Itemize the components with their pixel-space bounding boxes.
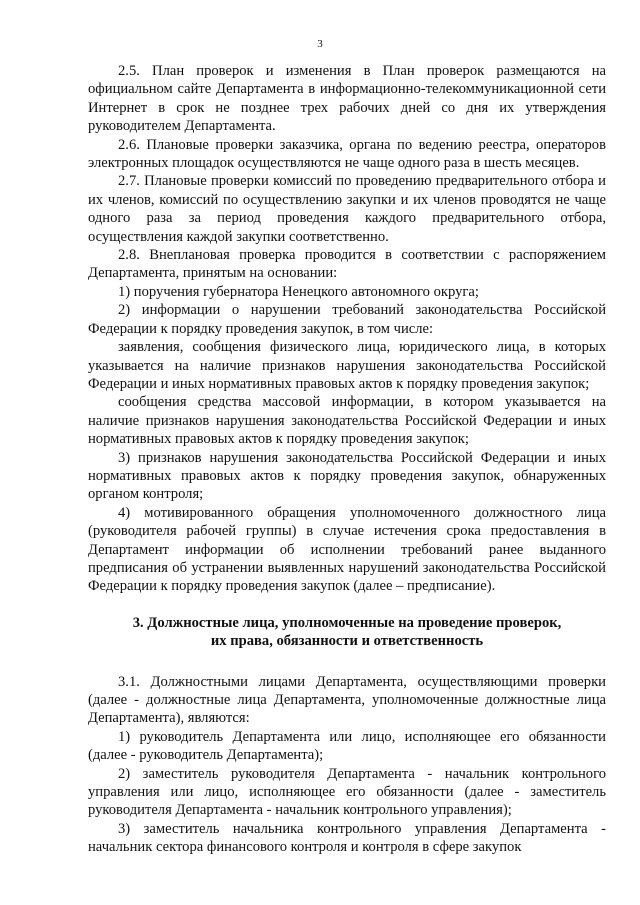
- list-item-4: 4) мотивированного обращения уполномоченного должностного лица (руководителя рабочей группы) в случае истечения срока предоставления в Департамент информации об исполнении требований ранее выданного предписания об устранении выявленных нарушений законодательства Российской Федерации к порядку проведения закупок (далее – предписание).: [88, 504, 606, 595]
- section-heading-line-2: их права, обязанности и ответственность: [210, 633, 484, 650]
- paragraph-3-1: 3.1. Должностными лицами Департамента, осуществляющими проверки (далее - должностные лица Департамента, уполномоченные должностные лица Департамента), являются:: [88, 673, 606, 727]
- heading-spacer: [88, 651, 606, 673]
- section-heading-line-1: 3. Должностные лица, уполномоченные на проведение проверок,: [132, 614, 562, 631]
- sub-item-statements: заявления, сообщения физического лица, юридического лица, в которых указывается на наличие признаков нарушения законодательства Российской Федерации и иных нормативных правовых актов к порядку проведения закупок;: [88, 339, 606, 392]
- list-item-2: 2) информации о нарушении требований законодательства Российской Федерации к порядку проведения закупок, в том числе:: [88, 302, 606, 337]
- paragraph-2-7: 2.7. Плановые проверки комиссий по проведению предварительного отбора и их членов, комиссий по осуществлению закупки и их членов проводятся не чаще одного раза за период проведения каждого предварительного отбора, осуществления каждой закупки соответственно.: [88, 173, 606, 245]
- list-item-1: 1) поручения губернатора Ненецкого автономного округа;: [118, 283, 479, 300]
- sub-item-media: сообщения средства массовой информации, в котором указывается на наличие признаков нарушения законодательства Российской Федерации и иных нормативных правовых актов к порядку проведения закупок;: [88, 394, 606, 448]
- document-body: [88, 62, 606, 857]
- official-item-2: 2) заместитель руководителя Департамента - начальник контрольного управления или лицо, исполняющее его обязанности (далее - заместитель руководителя Департамента - начальник контрольного управления);: [88, 765, 606, 819]
- paragraph-2-5: 2.5. План проверок и изменения в План проверок размещаются на официальном сайте Департамента в информационно-телекоммуникационной сети Интернет в срок не позднее трех рабочих дней со дня их утверждения руководителем Департамента.: [88, 63, 606, 135]
- page-number: 3: [317, 38, 323, 50]
- paragraph-2-6: 2.6. Плановые проверки заказчика, органа по ведению реестра, операторов электронных площадок осуществляются не чаще одного раза в шесть месяцев.: [88, 136, 606, 172]
- paragraph-2-8: 2.8. Внеплановая проверка проводится в соответствии с распоряжением Департамента, принятым на основании:: [88, 247, 606, 282]
- official-item-3: 3) заместитель начальника контрольного управления Департамента - начальник сектора финансового контроля и контроля в сфере закупок: [88, 820, 606, 856]
- official-item-1: 1) руководитель Департамента или лицо, исполняющее его обязанности (далее - руководитель Департамента);: [88, 728, 606, 764]
- list-item-3: 3) признаков нарушения законодательства Российской Федерации и иных нормативных правовых актов к порядку проведения закупок, обнаруженных органом контроля;: [88, 449, 606, 503]
